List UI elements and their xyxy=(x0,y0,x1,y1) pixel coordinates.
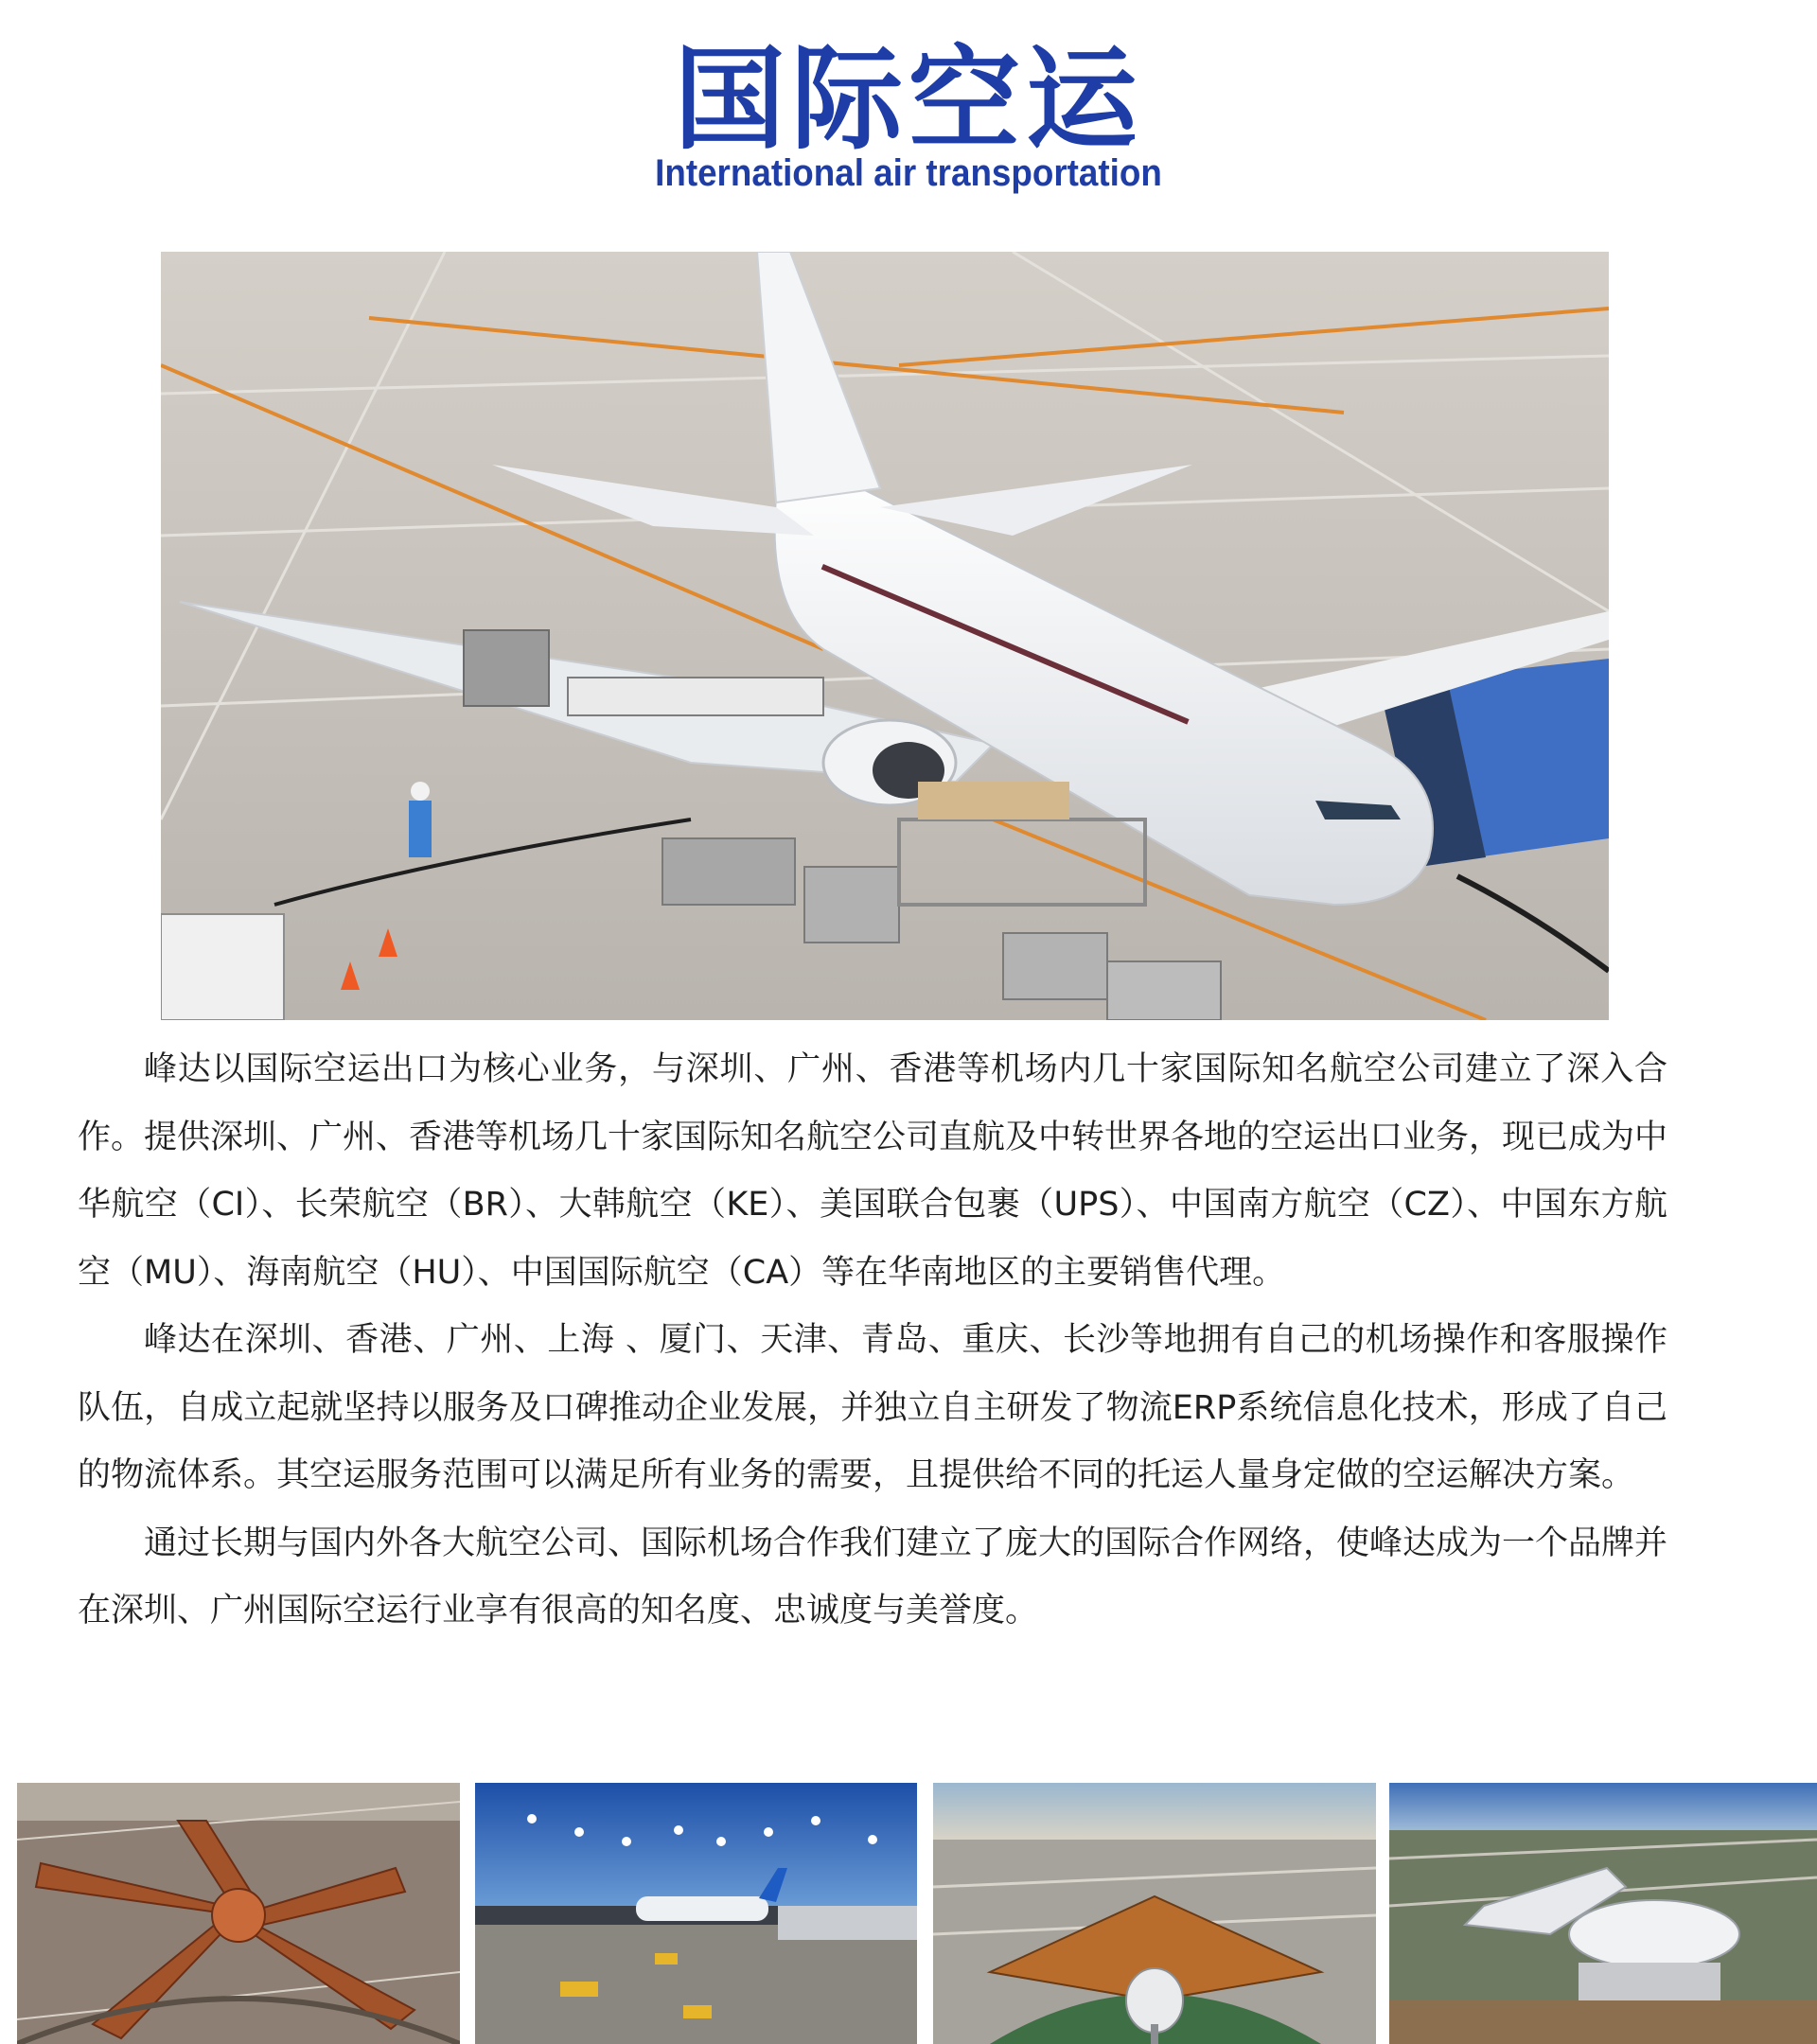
gallery-image-white-terminal xyxy=(1389,1783,1817,2044)
airport-terminal-sunrise-aerial-icon xyxy=(933,1783,1376,2044)
paragraph-core-business: 峰达以国际空运出口为核心业务，与深圳、广州、香港等机场内几十家国际知名航空公司建立了深入合作。提供深圳、广州、香港等机场几十家国际知名航空公司直航及中转世界各地的空运出口业务，现已成为中华航空（CI）、长荣航空（BR）、大韩航空（KE）、美国联合包裹（UPS）、中国南方航空（CZ）、中国东方航空（MU）、海南航空（HU）、中国国际航空（CA）等在华南地区的主要销售代理。 xyxy=(78,1050,1668,1292)
gallery-image-night-apron xyxy=(475,1783,917,2044)
gallery-image-sunrise-terminal xyxy=(933,1783,1376,2044)
airport-apron-night-icon xyxy=(475,1783,917,2044)
paragraph-partner-network: 通过长期与国内外各大航空公司、国际机场合作我们建立了庞大的国际合作网络，使峰达成为一个品牌并在深圳、广州国际空运行业享有很高的知名度、忠诚度与美誉度。 xyxy=(78,1524,1668,1630)
page-title: 国际空运 xyxy=(673,34,1143,165)
page-subtitle: International air transportation xyxy=(655,152,1162,194)
gallery-image-starfish-terminal xyxy=(17,1783,460,2044)
airplane-at-gate-icon xyxy=(161,252,1609,1020)
starfish-airport-terminal-aerial-icon xyxy=(17,1783,460,2044)
hero-airplane-image xyxy=(161,252,1609,1020)
intro-text xyxy=(78,1036,1667,1646)
paragraph-operations-team: 峰达在深圳、香港、广州、上海 、厦门、天津、青岛、重庆、长沙等地拥有自己的机场操作和客服操作队伍，自成立起就坚持以服务及口碑推动企业发展，并独立自主研发了物流ERP系统信息化技术，形成了自己的物流体系。其空运服务范围可以满足所有业务的需要，且提供给不同的托运人量身定做的空运解决方案。 xyxy=(78,1321,1667,1494)
white-terminal-aerial-icon xyxy=(1389,1783,1817,2044)
